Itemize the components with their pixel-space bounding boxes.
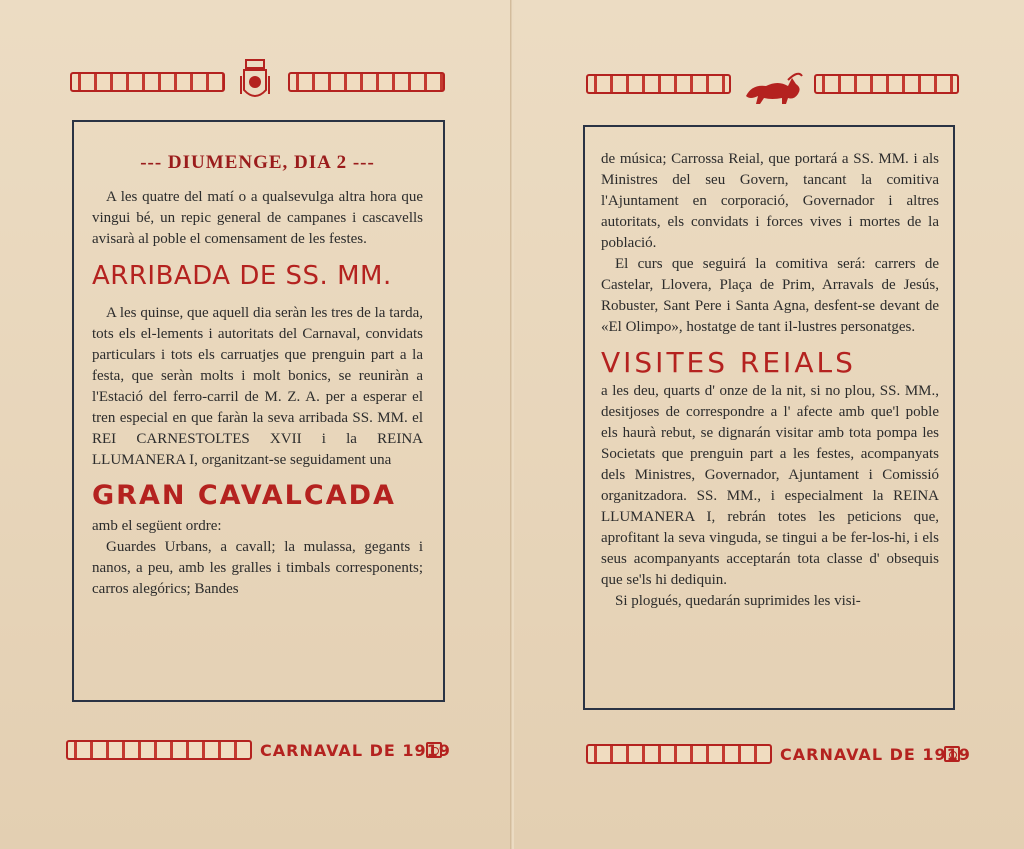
floral-border-ornament-left [586, 74, 731, 94]
floral-border-ornament-right [288, 72, 445, 92]
closing-paragraph: Si plogués, quedarán suprimides les visi- [615, 593, 861, 609]
order-paragraph: Guardes Urbans, a cavall; la mulassa, gegants i nanos, a peu, amb les gralles i timbals corresponents; carros alegórics; Bandes [92, 539, 423, 597]
arrival-paragraph: A les quinse, que aquell dia seràn les tres de la tarda, tots els el-lements i autoritats del Carnaval, convidats particulars i tots els carruatjes que prenguin part a la festa, que seràn molts i molt bonics, se reuniràn a l'Estació del ferro-carril de M. Z. A. per a esperar el tren especial en que faràn la seva arribada SS. MM. el REI CARNESTOLTES XVII i la REINA LLUMANERA I, organitzant-se seguidament una [92, 305, 423, 468]
ornament-square-icon [426, 742, 442, 758]
floral-border-ornament-left [70, 72, 225, 92]
intro-paragraph: A les quatre del matí o a qualsevulga altra hora que vingui bé, un repic general de campanes i cascavells avisarà al poble el comensament de les festes. [92, 189, 423, 247]
left-text-frame [72, 120, 445, 702]
cavalcade-title: GRAN CAVALCADA [92, 480, 396, 511]
visits-title: VISITES REIALS [601, 346, 856, 379]
route-paragraph: El curs que seguirá la comitiva será: carrers de Castelar, Llovera, Plaça de Prim, Arravals de Jesús, Robuster, Sant Pere i Santa Agna, desfent-se devant de «El Olimpo», hostatge de tant il-lustres personatges. [601, 256, 939, 335]
day-heading: --- DIUMENGE, DIA 2 --- [140, 152, 375, 173]
footer-ornament [66, 740, 252, 760]
ornament-square-icon [944, 746, 960, 762]
cat-emblem-icon [742, 66, 804, 108]
arrival-title: ARRIBADA DE SS. MM. [92, 261, 392, 291]
order-intro: amb el següent ordre: [92, 518, 222, 534]
right-page [514, 0, 1024, 849]
city-crest-icon [238, 56, 272, 106]
floral-border-ornament-right [814, 74, 959, 94]
continuation-paragraph: de música; Carrossa Reial, que portará a SS. MM. i als Ministres del seu Govern, tancant la comitiva l'Ajuntament en corporació, Governador i altres autoritats, els convidats i forces vives i mortes de la població. [601, 151, 939, 251]
visits-paragraph: a les deu, quarts d' onze de la nit, si no plou, SS. MM., desitjoses de correspondre a l' afecte amb que'l poble els haurà rebut, se dignarán visitar amb tota pompa les Societats que prenguin part a les festes, acompanyats dels Ministres, Governador, Ajuntament i Comissió organitzadora. SS. MM., i especialment la REINA LLUMANERA I, rebrán totes les peticions que, aprofitant la seva vinguda, se tingui a be fer-los-hi, i els seus acompanyants acceptarán tota classe d' obsequis que se'ls hi dediquin. [601, 383, 939, 588]
footer-title: CARNAVAL DE 1919 [260, 741, 451, 760]
footer-title: CARNAVAL DE 1919 [780, 745, 971, 764]
right-text-frame [583, 125, 955, 710]
footer-ornament [586, 744, 772, 764]
